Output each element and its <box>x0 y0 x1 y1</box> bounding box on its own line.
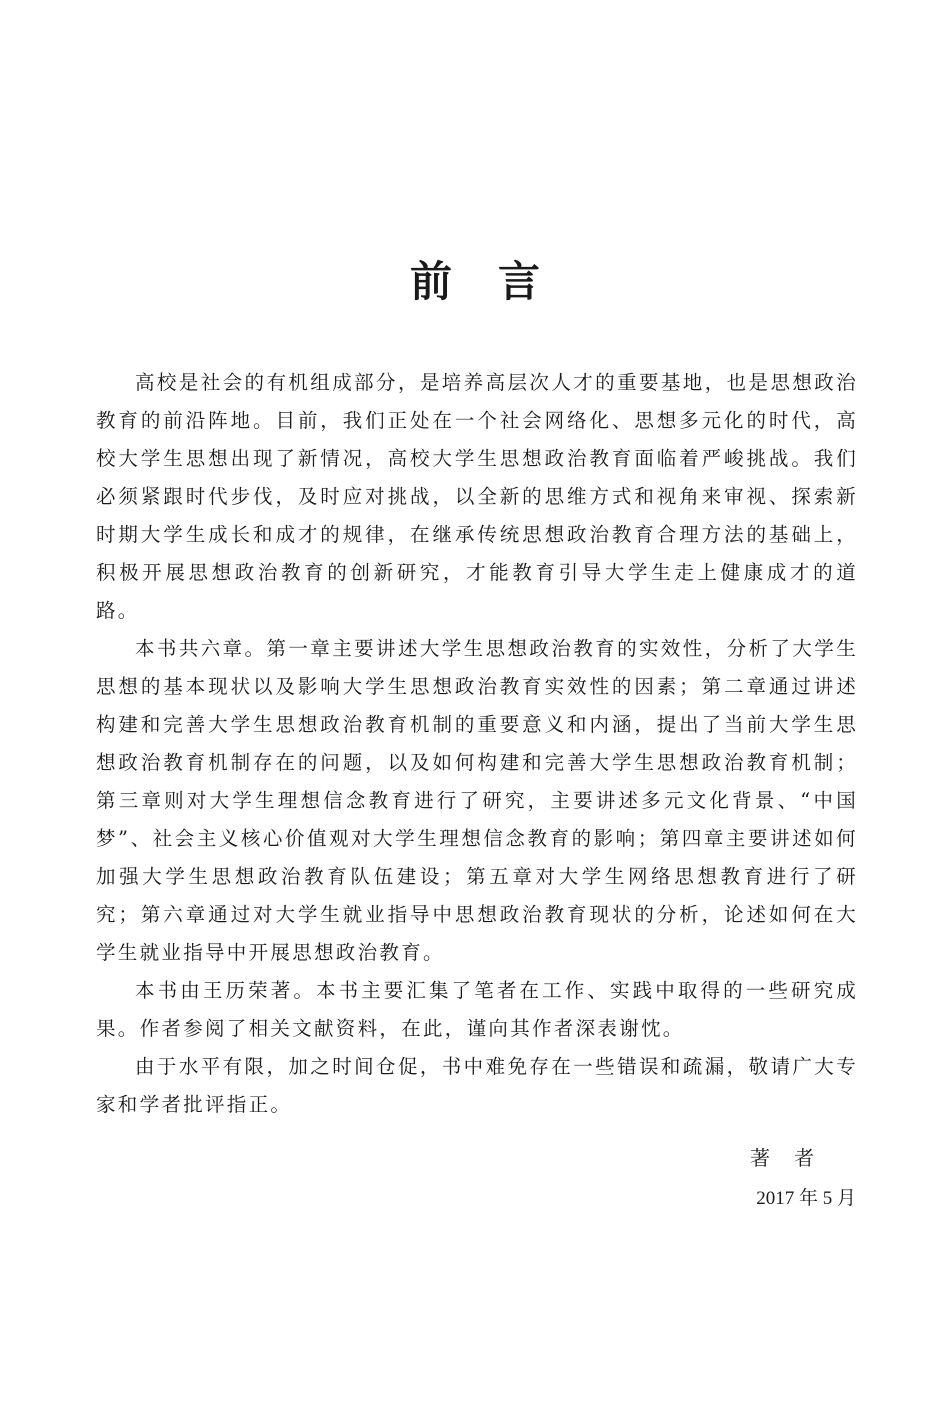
paragraph-intro: 高校是社会的有机组成部分，是培养高层次人才的重要基地，也是思想政治教育的前沿阵地。目前，我们正处在一个社会网络化、思想多元化的时代，高校大学生思想出现了新情况，高校大学生思想政治教育面临着严峻挑战。我们必须紧跟时代步伐，及时应对挑战，以全新的思维方式和视角来审视、探索新时期大学生成长和成才的规律，在继承传统思想政治教育合理方法的基础上，积极开展思想政治教育的创新研究，才能教育引导大学生走上健康成才的道路。 <box>96 371 858 622</box>
author-signature: 著者 <box>750 1146 838 1170</box>
paragraph-chapters: 本书共六章。第一章主要讲述大学生思想政治教育的实效性，分析了大学生思想的基本现状以及影响大学生思想政治教育实效性的因素；第二章通过讲述构建和完善大学生思想政治教育机制的重要意义和内涵，提出了当前大学生思想政治教育机制存在的问题，以及如何构建和完善大学生思想政治教育机制；第三章则对大学生理想信念教育进行了研究，主要讲述多元文化背景、“中国梦”、社会主义核心价值观对大学生理想信念教育的影响；第四章主要讲述如何加强大学生思想政治教育队伍建设；第五章对大学生网络思想教育进行了研究；第六章通过对大学生就业指导中思想政治教育现状的分析，论述如何在大学生就业指导中开展思想政治教育。 <box>96 637 858 964</box>
paragraph-author: 本书由王历荣著。本书主要汇集了笔者在工作、实践中取得的一些研究成果。作者参阅了相关文献资料，在此，谨向其作者深表谢忱。 <box>96 979 858 1040</box>
page-title: 前言 <box>409 257 586 306</box>
paragraph-apology: 由于水平有限，加之时间仓促，书中难免存在一些错误和疏漏，敬请广大专家和学者批评指正。 <box>96 1055 858 1116</box>
preface-body <box>96 364 858 1124</box>
preface-date: 2017 年 5 月 <box>756 1188 856 1209</box>
